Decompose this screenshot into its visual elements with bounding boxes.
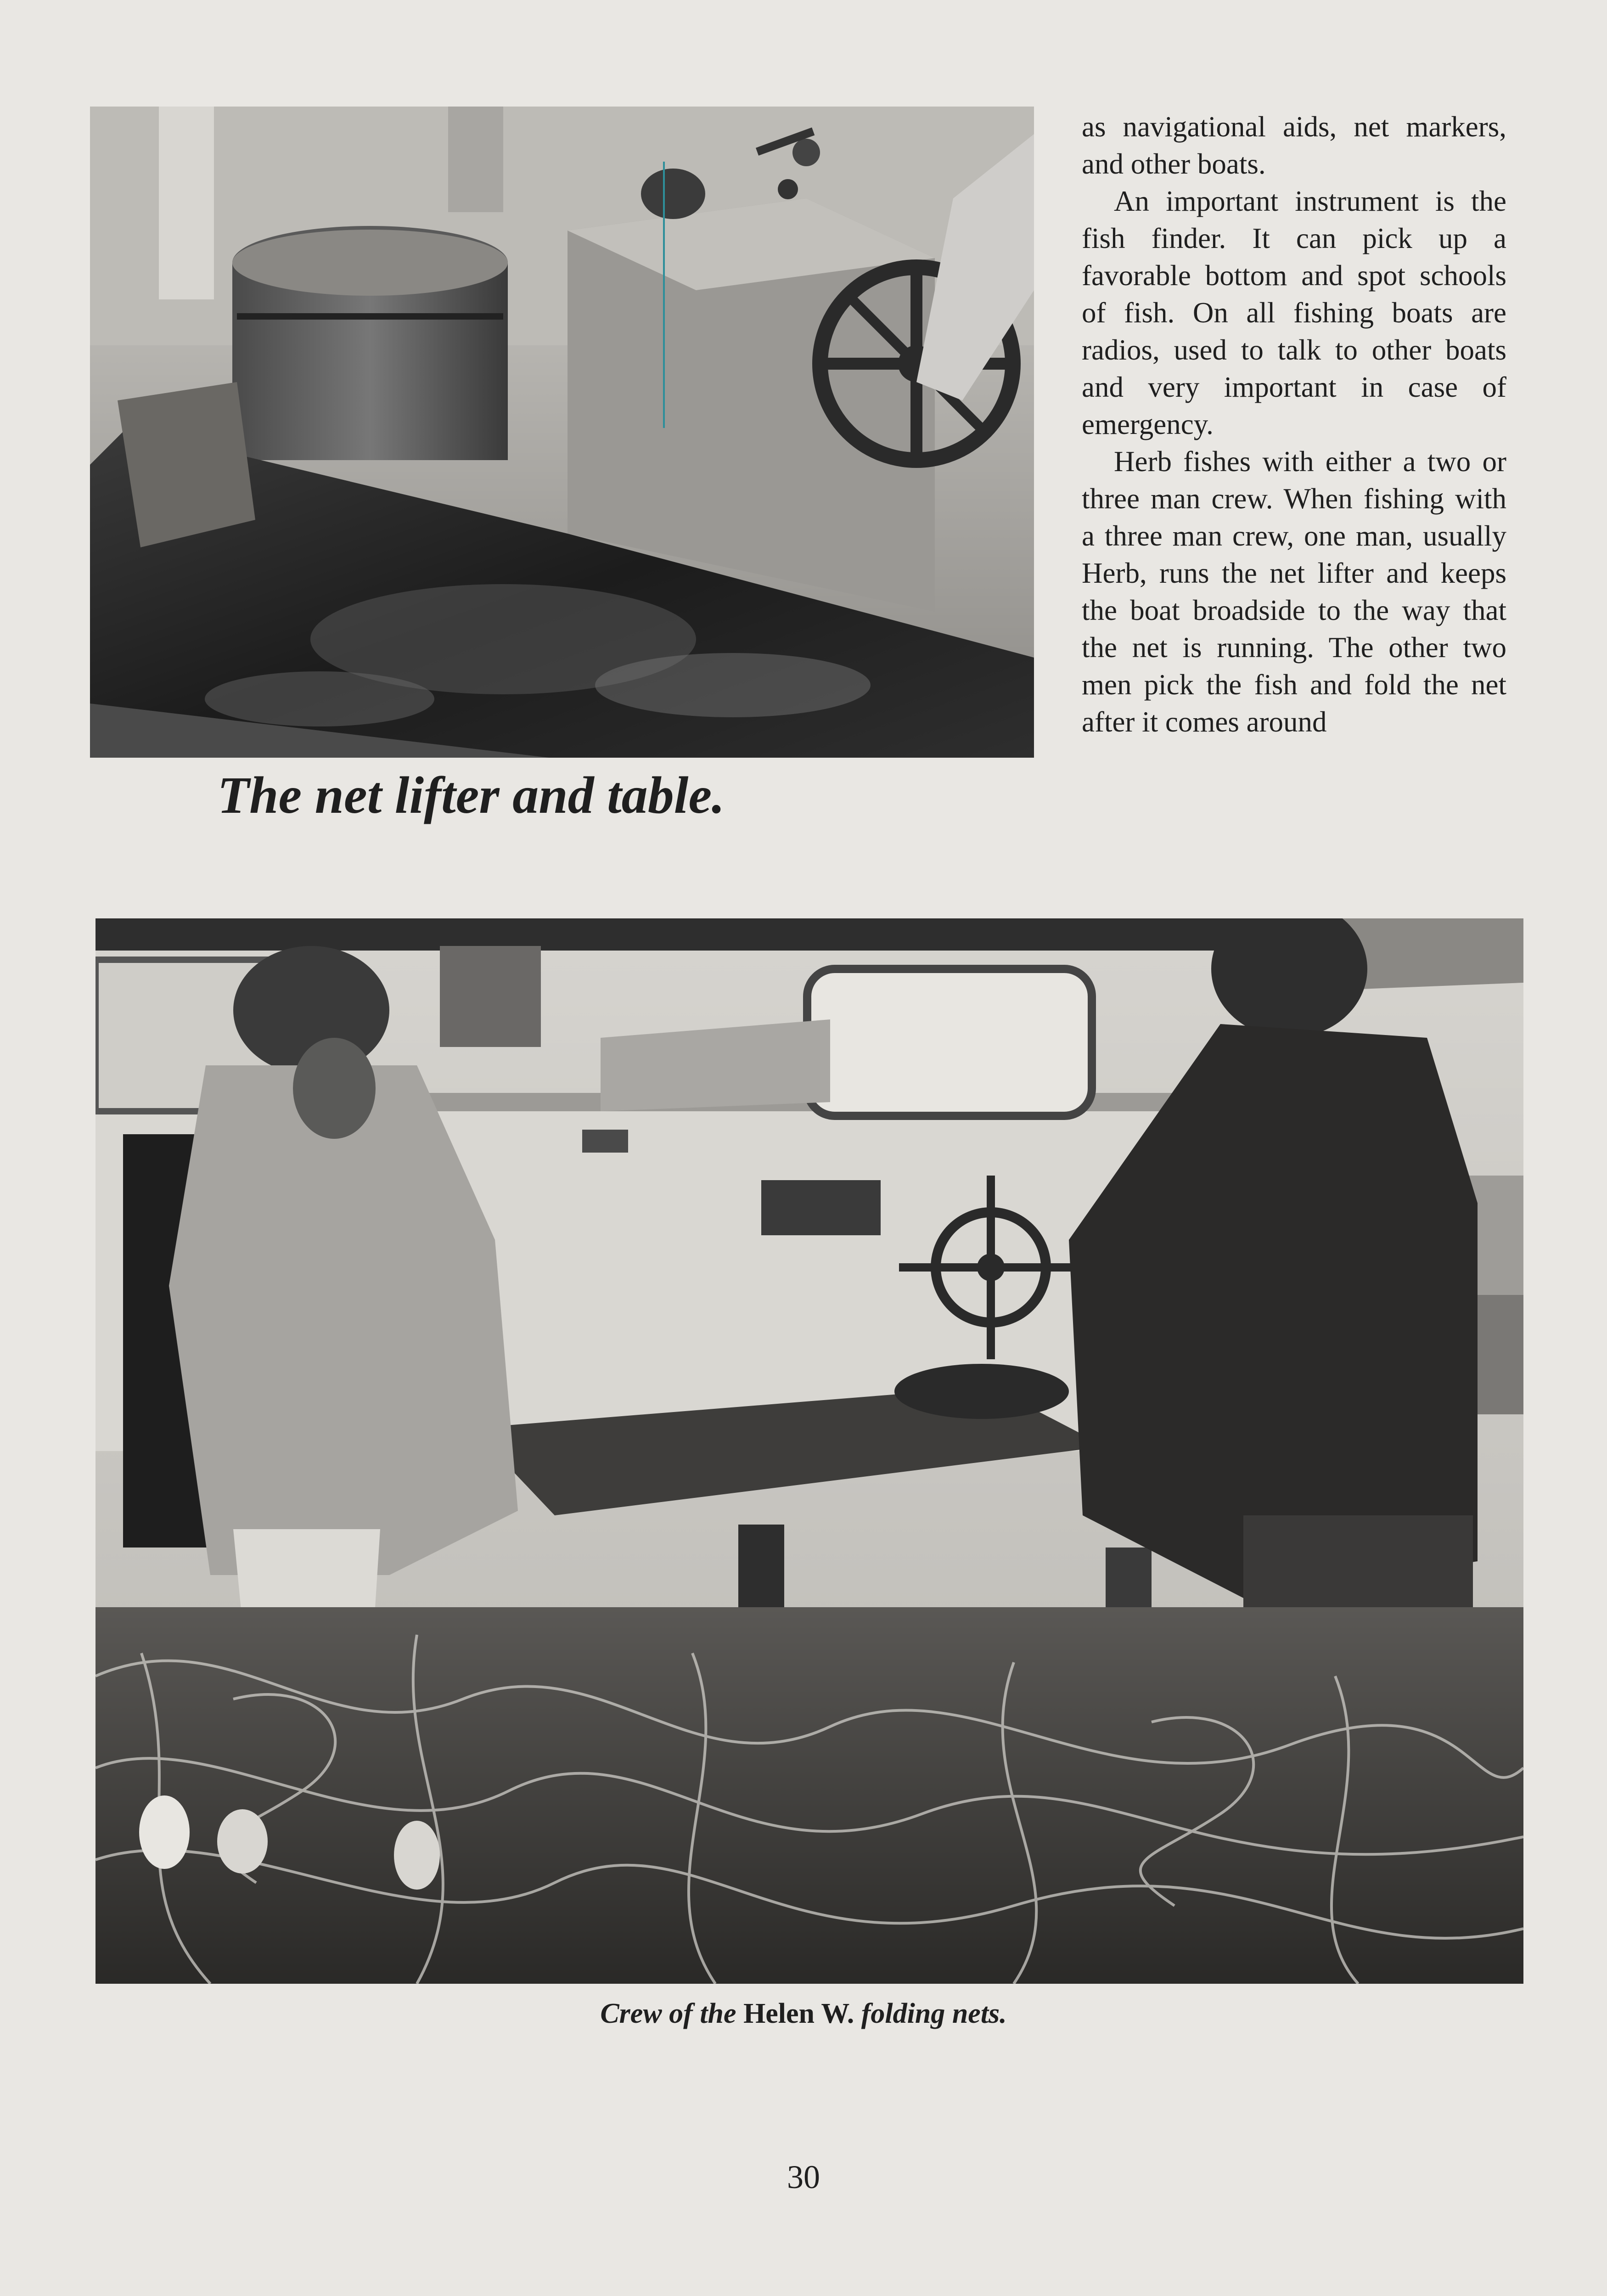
crew-caption-part3: folding nets.: [861, 1998, 1007, 2029]
net-lifter-photo-image: [90, 107, 1034, 758]
body-paragraph: as navigational aids, net markers, and other boats.: [1082, 111, 1506, 180]
body-paragraph: Herb fishes with either a two or three man crew. When fishing with a three man crew, one man, usually Herb, runs the net lifter and keeps the boat broadside to the way that the net is running. The other two men pick the fish and fold the net after it comes around: [1082, 445, 1506, 738]
net-lifter-caption: The net lifter and table.: [217, 766, 725, 824]
crew-folding-nets-photo: [96, 918, 1523, 1984]
article-body: [1082, 108, 1506, 741]
net-lifter-photo: [90, 107, 1034, 758]
crew-caption-part1: Crew of the: [600, 1998, 736, 2029]
body-paragraph: An important instrument is the fish finder. It can pick up a favorable bottom and spot schools of fish. On all fishing boats are radios, used to talk to other boats and very important in case of emergency.: [1082, 185, 1506, 440]
crew-caption: [0, 1998, 1607, 2030]
crew-caption-boat-name: Helen W.: [743, 1998, 854, 2029]
crew-folding-nets-photo-image: [96, 918, 1523, 1984]
page-number: 30: [787, 2159, 820, 2195]
